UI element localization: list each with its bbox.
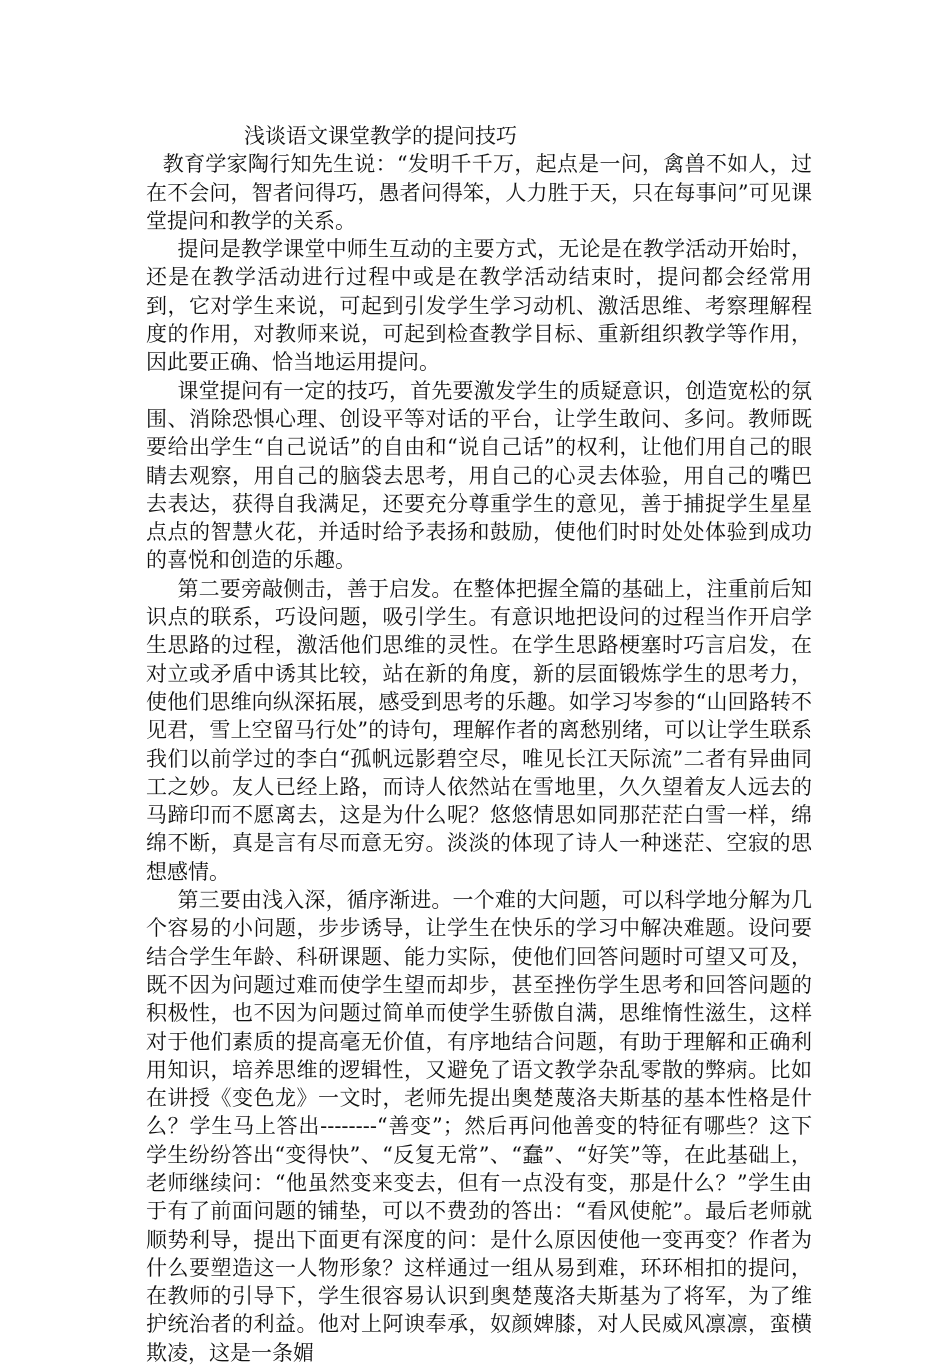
paragraph-4: 第二要旁敲侧击，善于启发。在整体把握全篇的基础上，注重前后知识点的联系，巧设问题，吸引学生。有意识地把设问的过程当作开启学生思路的过程，激活他们思维的灵性。在学生思路梗塞时巧言启发，在对立或矛盾中诱其比较，站在新的角度，新的层面锻炼学生的思考力，使他们思维向纵深拓展，感受到思考的乐趣。如学习岑参的“山回路转不见君，雪上空留马行处”的诗句，理解作者的离愁别绪，可以让学生联系我们以前学过的李白“孤帆远影碧空尽，唯见长江天际流”二者有异曲同工之妙。友人已经上路，而诗人依然站在雪地里，久久望着友人远去的马蹄印而不愿离去，这是为什么呢？悠悠情思如同那茫茫白雪一样，绵绵不断，真是言有尽而意无穷。淡淡的体现了诗人一种迷茫、空寂的思想感情。: [146, 576, 812, 884]
paragraph-2: 提问是教学课堂中师生互动的主要方式，无论是在教学活动开始时，还是在教学活动进行过程中或是在教学活动结束时，提问都会经常用到，它对学生来说，可起到引发学生学习动机、激活思维、考察理解程度的作用，对教师来说，可起到检查教学目标、重新组织教学等作用，因此要正确、恰当地运用提问。: [146, 237, 812, 375]
paragraph-1: 教育学家陶行知先生说：“发明千千万，起点是一问，禽兽不如人，过在不会问，智者问得巧，愚者问得笨，人力胜于天，只在每事问”可见课堂提问和教学的关系。: [146, 152, 812, 233]
document-title: 浅谈语文课堂教学的提问技巧: [244, 124, 517, 148]
document-body: [146, 122, 812, 1367]
paragraph-3: 课堂提问有一定的技巧，首先要激发学生的质疑意识，创造宽松的氛围、消除恐惧心理、创设平等对话的平台，让学生敢问、多问。教师既要给出学生“自己说话”的自由和“说自己话”的权利，让他们用自己的眼睛去观察，用自己的脑袋去思考，用自己的心灵去体验，用自己的嘴巴去表达，获得自我满足，还要充分尊重学生的意见，善于捕捉学生星星点点的智慧火花，并适时给予表扬和鼓励，使他们时时处处体验到成功的喜悦和创造的乐趣。: [146, 378, 812, 573]
paragraph-5: 第三要由浅入深，循序渐进。一个难的大问题，可以科学地分解为几个容易的小问题，步步诱导，让学生在快乐的学习中解决难题。设问要结合学生年龄、科研课题、能力实际，使他们回答问题时可望又可及，既不因为问题过难而使学生望而却步，甚至挫伤学生思考和回答问题的积极性，也不因为问题过简单而使学生骄傲自满，思维惰性滋生，这样对于他们素质的提高毫无价值，有序地结合问题，有助于理解和正确利用知识，培养思维的逻辑性，又避免了语文教学杂乱零散的弊病。比如在讲授《变色龙》一文时，老师先提出奥楚蔑洛夫斯基的基本性格是什么？学生马上答出--------“善变”；然后再问他善变的特征有哪些？这下学生纷纷答出“变得快”、“反复无常”、“蠢”、“好笑”等，在此基础上，老师继续问：“他虽然变来变去，但有一点没有变，那是什么？”学生由于有了前面问题的铺垫，可以不费劲的答出：“看风使舵”。最后老师就顺势利导，提出下面更有深度的问：是什么原因使他一变再变？作者为什么要塑造这一人物形象？这样通过一组从易到难，环环相扣的提问，在教师的引导下，学生很容易认识到奥楚蔑洛夫斯基为了将军，为了维护统治者的利益。他对上阿谀奉承，奴颜婢膝，对人民威风凛凛，蛮横欺凌，这是一条媚: [146, 888, 812, 1365]
